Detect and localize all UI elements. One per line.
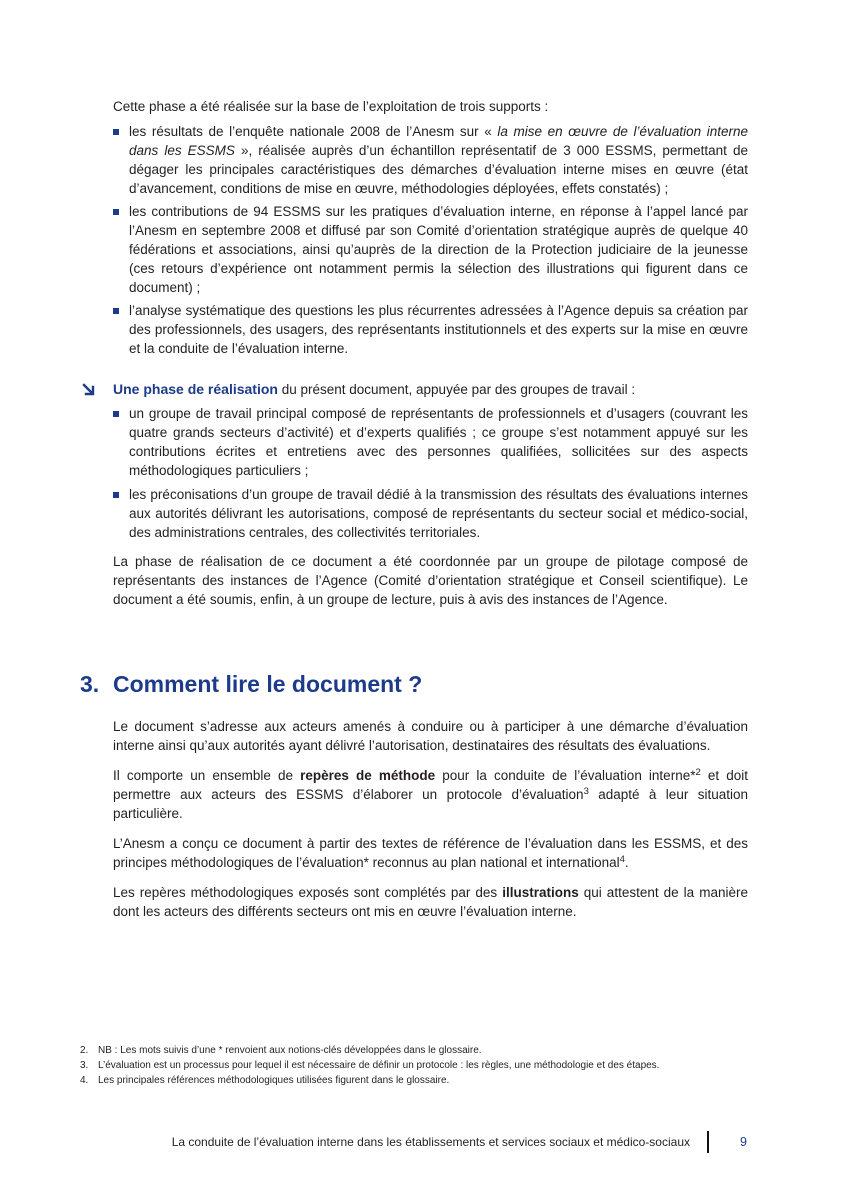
footnote — [80, 1058, 780, 1073]
footnote — [80, 1043, 780, 1058]
list-item-text: les préconisations d’un groupe de travail dédié à la transmission des résultats des évaluations internes aux autorités délivrant les autorisations, composé de représentants du secteur social et médico-social, des administrations centrales, des collectivités territoriales. — [129, 487, 748, 540]
square-bullet-icon — [113, 308, 119, 314]
footnote-ref: 2 — [695, 767, 701, 778]
list-item — [113, 404, 748, 480]
body-paragraph: Le document s’adresse aux acteurs amenés à conduire ou à participer à une démarche d’évaluation interne ainsi qu’aux autorités ayant délivré l’autorisation, destinataires des résultats des évaluations. — [113, 719, 748, 753]
phase-title-rest: du présent document, appuyée par des groupes de travail : — [277, 382, 636, 397]
footnote-ref: 4 — [619, 854, 625, 865]
survey-title: la mise en œuvre de l’évaluation interne dans les ESSMS — [129, 124, 748, 158]
arrow-down-right-icon — [82, 383, 95, 396]
emphasis-text: repères de méthode — [300, 768, 436, 783]
closing-paragraph: La phase de réalisation de ce document a été coordonnée par un groupe de pilotage composé de représentants des instances de l’Agence (Comité d’orientation stratégique et Conseil scientifique). Le document a été soumis, enfin, à un groupe de lecture, puis à avis des instances de l’Agence. — [113, 554, 748, 607]
list-item — [113, 301, 748, 358]
paragraph-text: pour la conduite de l’évaluation interne* — [435, 768, 696, 783]
intro-paragraph: Cette phase a été réalisée sur la base de l’exploitation de trois supports : — [113, 99, 549, 114]
list-item-text: », réalisée auprès d’un échantillon représentatif de 3 000 ESSMS, permettant de dégager les principales caractéristiques des démarches d’évaluation interne mises en œuvre (état d’avancement, conditions de mise en œuvre, méthodologies déployées, effets constatés) ; — [129, 143, 748, 196]
paragraph-text: Les repères méthodologiques exposés sont complétés par des — [113, 885, 503, 900]
footnote-number: 2. — [80, 1045, 89, 1056]
list-item — [113, 485, 748, 542]
working-group-list — [113, 404, 748, 542]
paragraph-text: adapté à leur situation particulière. — [113, 787, 748, 821]
paragraph-text: L’Anesm a conçu ce document à partir des textes de référence de l’évaluation dans les ESSMS, et des principes méthodologiques de l’évaluation* reconnus au plan national et international — [113, 836, 748, 870]
paragraph-text: Il comporte un ensemble de — [113, 768, 301, 783]
footnote-text: Les principales références méthodologiques utilisées figurent dans le glossaire. — [98, 1075, 450, 1086]
body-paragraph — [113, 834, 748, 872]
support-list — [113, 122, 748, 358]
footnote-text: L’évaluation est un processus pour lequel il est nécessaire de définir un protocole : les règles, une méthodologie et des étapes. — [98, 1060, 660, 1071]
section-title: Comment lire le document ? — [113, 671, 423, 697]
footnote-number: 4. — [80, 1075, 89, 1086]
section-heading — [80, 669, 748, 699]
body-paragraph — [113, 883, 748, 921]
footnote-ref: 3 — [583, 786, 589, 797]
page-footer — [0, 1131, 848, 1153]
footnote-text: NB : Les mots suivis d’une * renvoient aux notions-clés développées dans le glossaire. — [98, 1045, 482, 1056]
footer-divider — [707, 1131, 709, 1153]
phase-title: Une phase de réalisation — [113, 381, 278, 397]
footnotes — [80, 1043, 780, 1088]
phase-heading — [113, 380, 748, 399]
phase-realisation — [113, 380, 748, 609]
square-bullet-icon — [113, 492, 119, 498]
list-item — [113, 202, 748, 297]
document-title: La conduite de l’évaluation interne dans les établissements et services sociaux et médico-sociaux — [171, 1135, 690, 1149]
list-item-text: l’analyse systématique des questions les plus récurrentes adressées à l’Agence depuis sa création par des professionnels, des usagers, des représentants institutionnels et des experts sur la mise en œuvre et la conduite de l’évaluation interne. — [129, 303, 748, 356]
list-item — [113, 122, 748, 198]
square-bullet-icon — [113, 411, 119, 417]
emphasis-text: illustrations — [502, 885, 579, 900]
paragraph-text: . — [624, 855, 629, 870]
footnote-number: 3. — [80, 1060, 89, 1071]
list-item-text: les contributions de 94 ESSMS sur les pratiques d’évaluation interne, en réponse à l’appel lancé par l’Anesm en septembre 2008 et diffusé par son Comité d’orientation stratégique auprès de quelque 40 fédérations et associations, ainsi qu’auprès de la direction de la Protection judiciaire de la jeunesse (ces retours d’expérience ont notamment permis la sélection des illustrations qui figurent dans ce document) ; — [129, 204, 748, 295]
footnote — [80, 1073, 780, 1088]
paragraph-text: qui attestent de la manière dont les acteurs des différents secteurs ont mis en œuvre l’évaluation interne. — [113, 885, 748, 919]
square-bullet-icon — [113, 209, 119, 215]
list-item-text: les résultats de l’enquête nationale 2008 de l’Anesm sur « — [129, 124, 498, 139]
main-column — [80, 97, 749, 921]
paragraph-text: et doit permettre aux acteurs des ESSMS d’élaborer un protocole d’évaluation — [113, 768, 749, 802]
body-paragraph — [113, 766, 748, 823]
page-number: 9 — [740, 1135, 747, 1149]
square-bullet-icon — [113, 129, 119, 135]
list-item-text: un groupe de travail principal composé de représentants de professionnels et d’usagers (couvrant les quatre grands secteurs d’activité) et d’experts qualifiés ; ce groupe s’est notamment appuyé sur les contributions écrites et entretiens avec des personnes qualifiées, sollicitées sur des aspects méthodologiques particuliers ; — [129, 406, 748, 478]
section-number: 3. — [80, 671, 100, 697]
